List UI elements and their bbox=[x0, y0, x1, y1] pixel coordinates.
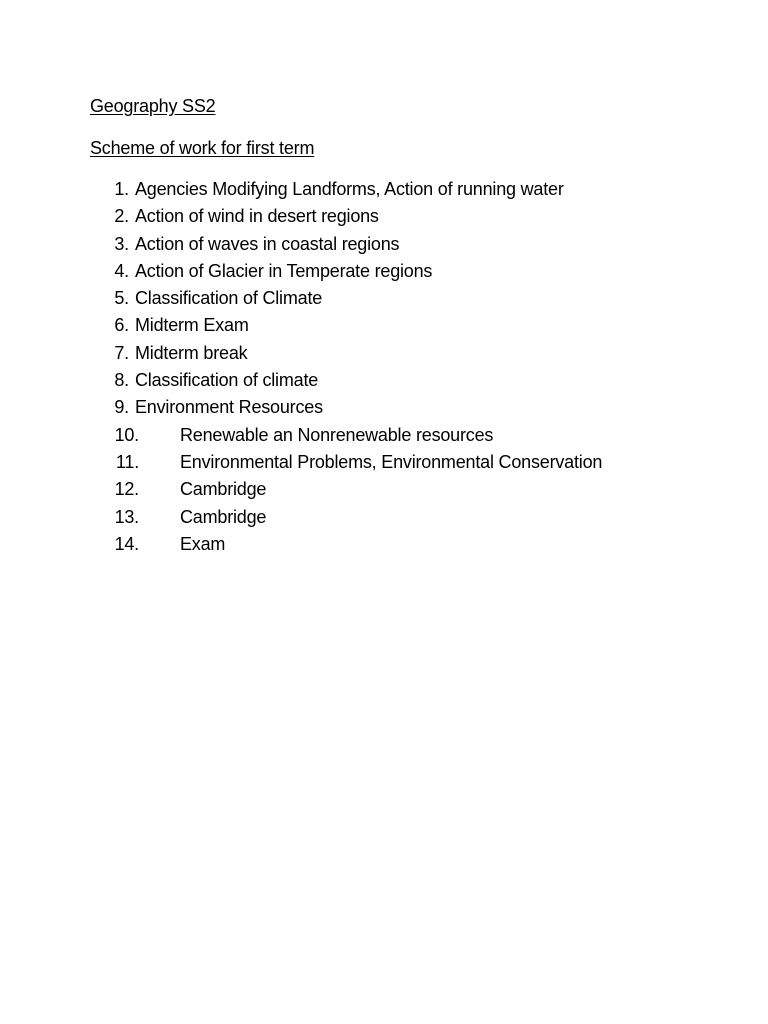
list-item-number: 11. bbox=[115, 451, 139, 472]
list-item-number: 2. bbox=[114, 206, 129, 227]
list-item-text: Midterm Exam bbox=[135, 315, 249, 336]
list-item-text: Classification of Climate bbox=[135, 288, 323, 309]
list-item-number: 3. bbox=[114, 233, 129, 254]
list-item-text: Exam bbox=[180, 533, 226, 554]
list-item-text: Action of wind in desert regions bbox=[135, 206, 379, 227]
list-item-number: 1. bbox=[114, 179, 129, 199]
list-item-text: Agencies Modifying Landforms, Action of running water bbox=[135, 179, 564, 199]
list-item-text: Renewable an Nonrenewable resources bbox=[180, 424, 494, 445]
list-item-number: 13. bbox=[114, 506, 139, 527]
list-item-text: Midterm break bbox=[135, 342, 248, 363]
list-item-text: Classification of climate bbox=[135, 370, 319, 391]
list-item-text: Action of waves in coastal regions bbox=[135, 233, 400, 254]
list-item-number: 10. bbox=[114, 424, 139, 445]
list-item-text: Environmental Problems, Environmental Conservation bbox=[180, 451, 603, 472]
document-title: Geography SS2 bbox=[90, 96, 216, 116]
list-item-text: Cambridge bbox=[180, 479, 267, 500]
list-item-number: 9. bbox=[114, 397, 129, 418]
list-item-number: 7. bbox=[114, 342, 129, 363]
list-item-number: 4. bbox=[114, 260, 129, 281]
list-item-number: 5. bbox=[114, 288, 129, 309]
list-item-number: 8. bbox=[114, 370, 129, 391]
list-item-number: 12. bbox=[114, 479, 139, 500]
document-subtitle: Scheme of work for first term bbox=[90, 138, 315, 158]
list-item-number: 14. bbox=[114, 533, 139, 554]
list-item-text: Action of Glacier in Temperate regions bbox=[135, 260, 433, 281]
list-item-text: Environment Resources bbox=[135, 397, 323, 418]
list-item-text: Cambridge bbox=[180, 506, 267, 527]
list-item-number: 6. bbox=[114, 315, 129, 336]
